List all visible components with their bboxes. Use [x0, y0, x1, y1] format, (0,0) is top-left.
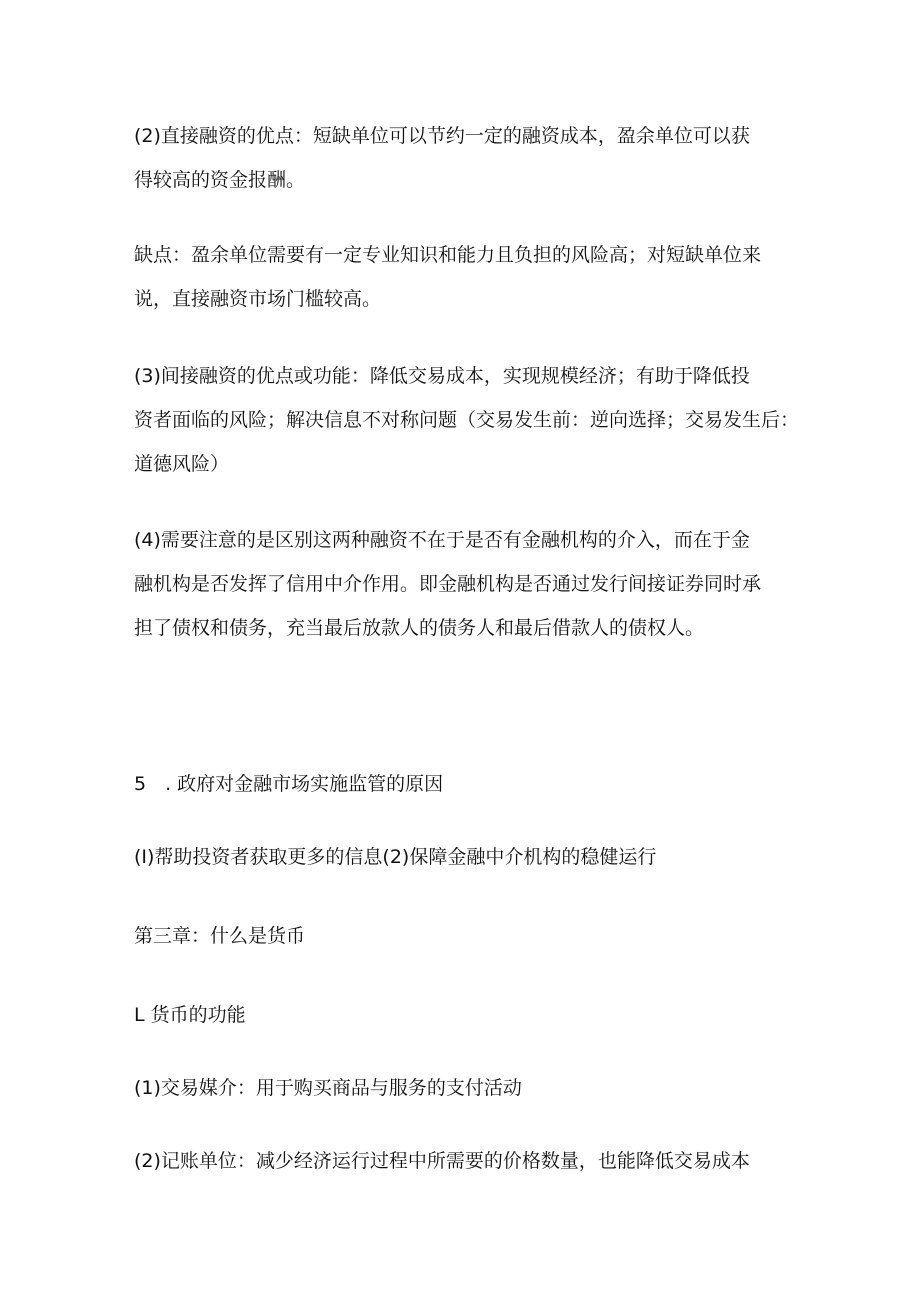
text-line: L 货币的功能	[134, 1004, 246, 1026]
paragraph-direct-finance-disadvantages	[134, 233, 794, 321]
text-line: 5 . 政府对金融市场实施监管的原因	[134, 773, 444, 795]
text-line: (4)需要注意的是区别这两种融资不在于是否有金融机构的介入，而在于金	[134, 529, 750, 551]
paragraph-direct-finance-advantages	[134, 114, 794, 202]
text-line: (1)交易媒介：用于购买商品与服务的支付活动	[134, 1077, 522, 1099]
text-line: (3)间接融资的优点或功能：降低交易成本，实现规模经济；有助于降低投	[134, 365, 750, 387]
paragraph-indirect-finance-advantages	[134, 354, 800, 486]
text-line: 得较高的资金报酬。	[134, 169, 306, 191]
text-line: 第三章：什么是货币	[134, 925, 306, 947]
text-line: (I)帮助投资者获取更多的信息(2)保障金融中介机构的稳健运行	[134, 846, 657, 868]
paragraph-unit-of-account	[134, 1139, 794, 1183]
text-line: 道德风险）	[134, 453, 230, 475]
text-line: 资者面临的风险；解决信息不对称问题（交易发生前：逆向选择；交易发生后：	[134, 409, 800, 431]
paragraph-finance-distinction	[134, 518, 794, 650]
text-line: 融机构是否发挥了信用中介作用。即金融机构是否通过发行间接证券同时承	[134, 573, 762, 595]
section-heading-regulation-reasons	[134, 762, 794, 806]
text-line: 说，直接融资市场门槛较高。	[134, 288, 382, 310]
text-line: 担了债权和债务，充当最后放款人的债务人和最后借款人的债权人。	[134, 617, 705, 639]
text-line: (2)记账单位：减少经济运行过程中所需要的价格数量，也能降低交易成本	[134, 1150, 750, 1172]
paragraph-regulation-reasons	[134, 835, 794, 879]
section-heading-money-functions	[134, 993, 794, 1037]
text-line: (2)直接融资的优点：短缺单位可以节约一定的融资成本，盈余单位可以获	[134, 125, 750, 147]
paragraph-medium-of-exchange	[134, 1066, 794, 1110]
chapter-heading	[134, 914, 794, 958]
text-line: 缺点：盈余单位需要有一定专业知识和能力且负担的风险高；对短缺单位来	[134, 244, 762, 266]
